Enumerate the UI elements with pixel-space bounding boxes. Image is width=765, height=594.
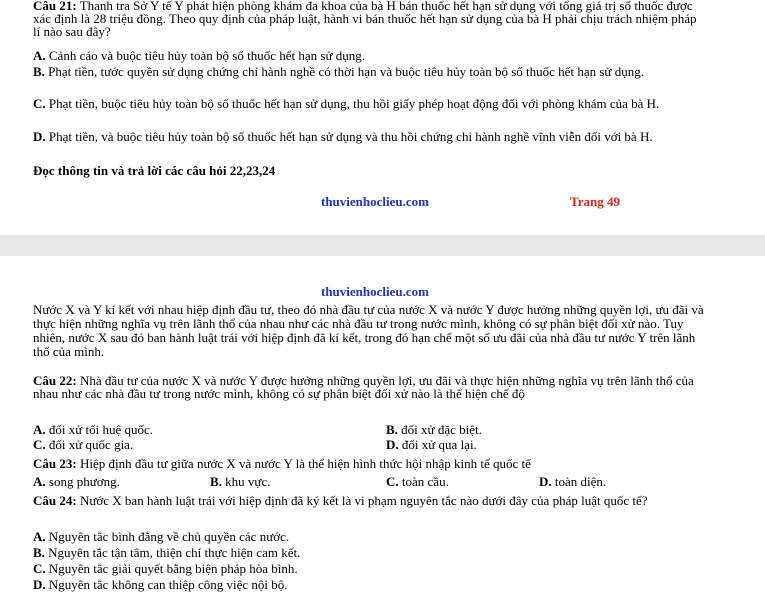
question-24-option-b bbox=[33, 546, 300, 560]
question-22 bbox=[33, 374, 705, 400]
question-23-label: Câu 23: bbox=[33, 456, 77, 471]
question-24-option-a bbox=[33, 530, 289, 544]
option-letter: A. bbox=[33, 474, 46, 489]
option-letter: D. bbox=[33, 129, 46, 144]
question-22-option-c bbox=[33, 438, 133, 452]
option-text: toàn cầu. bbox=[398, 474, 449, 489]
option-letter: C. bbox=[33, 96, 46, 111]
question-21-option-d bbox=[33, 130, 703, 143]
reading-passage: Nước X và Y kí kết với nhau hiệp định đầu tư, theo đó nhà đầu tư của nước X và nước Y được hưởng những quyền lợi, ưu đãi và thực hiện những nghĩa vụ trên lãnh thổ của nhau như các nhà đầu tư trong nước mình, không có sự phân biệt đối xử nào. Tuy nhiên, nước X sau đó ban hành luật trái với hiệp định đã kí kết, trong đó hạn chế một số ưu đãi của nhà đầu tư nước Y trên lãnh thổ của mình. bbox=[33, 302, 704, 359]
question-21-option-b bbox=[33, 65, 703, 78]
option-letter: C. bbox=[33, 437, 46, 452]
option-letter: D. bbox=[539, 474, 552, 489]
document-page-49 bbox=[0, 0, 765, 235]
header-site-name: thuvienhoclieu.com bbox=[321, 284, 429, 299]
option-letter: C. bbox=[386, 474, 399, 489]
option-text: Nguyên tắc tận tâm, thiện chí thực hiện cam kết. bbox=[44, 545, 301, 560]
option-text: Phạt tiền, buộc tiêu hủy toàn bộ số thuốc hết hạn sử dụng, thu hồi giấy phép hoạt động đối với phòng khám của bà H. bbox=[45, 96, 660, 111]
option-text: Phạt tiền, và buộc tiêu hủy toàn bộ số thuốc hết hạn sử dụng và thu hồi chứng chỉ hành nghề vĩnh viễn đối với bà H. bbox=[45, 129, 653, 144]
question-23-option-b bbox=[210, 475, 271, 489]
question-21-label: Câu 21: bbox=[33, 0, 77, 13]
question-21-option-a bbox=[33, 49, 703, 62]
option-text: Phạt tiền, tước quyền sử dụng chứng chỉ hành nghề có thời hạn và buộc tiêu hủy toàn bộ số thuốc hết hạn sử dụng. bbox=[44, 64, 644, 79]
option-letter: A. bbox=[33, 422, 46, 437]
question-23-text: Hiệp định đầu tư giữa nước X và nước Y là thể hiện hình thức hội nhập kinh tế quốc tế bbox=[76, 456, 531, 471]
question-23-option-a bbox=[33, 475, 120, 489]
footer-site-name: thuvienhoclieu.com bbox=[321, 194, 429, 209]
question-24-label: Câu 24: bbox=[33, 493, 77, 508]
option-letter: D. bbox=[386, 437, 399, 452]
option-text: đối xử quốc gia. bbox=[45, 437, 134, 452]
question-23 bbox=[33, 457, 703, 470]
option-text: Nguyên tắc bình đẳng về chủ quyền các nước. bbox=[45, 529, 290, 544]
document-page-50 bbox=[0, 256, 765, 594]
option-text: Nguyên tắc không can thiệp công việc nội bộ. bbox=[45, 577, 288, 592]
option-letter: C. bbox=[33, 561, 46, 576]
option-text: Cảnh cáo và buộc tiêu hủy toàn bộ số thuốc hết hạn sử dụng. bbox=[45, 48, 365, 63]
option-text: Nguyên tắc giải quyết bằng biện pháp hòa bình. bbox=[45, 561, 298, 576]
question-22-label: Câu 22: bbox=[33, 373, 77, 388]
option-text: toàn diện. bbox=[551, 474, 607, 489]
option-text: đối xử đặc biệt. bbox=[397, 422, 482, 437]
question-21 bbox=[33, 0, 703, 38]
question-24-option-d bbox=[33, 578, 288, 592]
option-text: đối xử qua lại. bbox=[398, 437, 477, 452]
question-21-text: Thanh tra Sở Y tế Y phát hiện phòng khám đa khoa của bà H bán thuốc hết hạn sử dụng với tổng giá trị số thuốc được xác định là 28 triệu đồng. Theo quy định của pháp luật, hành vi bán thuốc hết hạn sử dụng của bà H phải chịu trách nhiệm pháp lí nào sau đây? bbox=[33, 0, 697, 39]
option-text: khu vực. bbox=[221, 474, 271, 489]
question-21-option-c bbox=[33, 97, 703, 110]
question-24 bbox=[33, 494, 705, 507]
option-letter: B. bbox=[386, 422, 398, 437]
reading-instruction: Đọc thông tin và trả lời các câu hỏi 22,23,24 bbox=[33, 163, 276, 178]
option-letter: D. bbox=[33, 577, 46, 592]
option-letter: B. bbox=[33, 64, 45, 79]
option-text: đối xử tối huệ quốc. bbox=[45, 422, 154, 437]
question-22-text: Nhà đầu tư của nước X và nước Y được hưởng những quyền lợi, ưu đãi và thực hiện những nghĩa vụ trên lãnh thổ của nhau như các nhà đầu tư trong nước mình, không có sự phân biệt đối xử nào là thể hiện chế độ bbox=[33, 373, 694, 401]
footer-page-number: Trang 49 bbox=[570, 194, 620, 209]
option-letter: B. bbox=[210, 474, 222, 489]
question-23-option-c bbox=[386, 475, 449, 489]
question-22-option-b bbox=[386, 423, 482, 437]
option-letter: B. bbox=[33, 545, 45, 560]
option-letter: A. bbox=[33, 48, 46, 63]
question-24-option-c bbox=[33, 562, 298, 576]
question-22-option-d bbox=[386, 438, 477, 452]
question-22-option-a bbox=[33, 423, 153, 437]
option-text: song phương. bbox=[45, 474, 120, 489]
question-23-option-d bbox=[539, 475, 606, 489]
option-letter: A. bbox=[33, 529, 46, 544]
question-24-text: Nước X ban hành luật trái với hiệp định đã ký kết là vi phạm nguyên tắc nào dưới đây của pháp luật quốc tế? bbox=[76, 493, 648, 508]
